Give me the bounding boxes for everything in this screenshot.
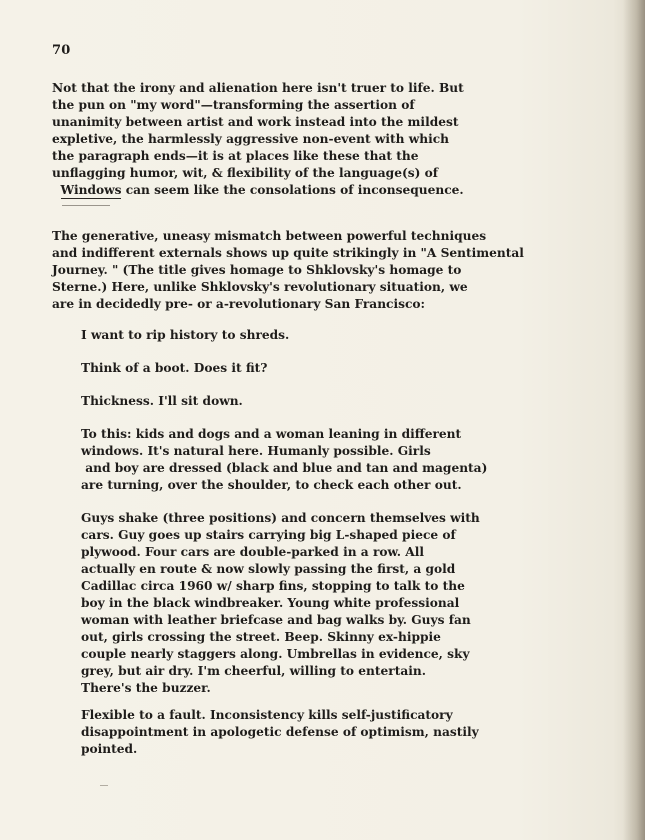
quote-to-this xyxy=(81,426,487,494)
pencil-mark xyxy=(62,205,110,206)
text-line: I want to rip history to shreds. xyxy=(81,328,290,342)
quote-rip-history xyxy=(81,327,289,344)
text-line: Sterne.) Here, unlike Shklovsky's revolutionary situation, we xyxy=(52,280,468,294)
text-line: grey, but air dry. I'm cheerful, willing to entertain. xyxy=(81,664,426,678)
text-line xyxy=(52,182,464,199)
text-line: To this: kids and dogs and a woman leaning in different xyxy=(81,427,462,441)
text-line: pointed. xyxy=(81,742,138,756)
text-line: Not that the irony and alienation here isn't truer to life. But xyxy=(52,81,464,95)
text-line: and boy are dressed (black and blue and tan and magenta) xyxy=(81,461,488,475)
page-number: 70 xyxy=(52,43,71,58)
text-line: the pun on "my word"—transforming the assertion of xyxy=(52,98,415,112)
text-line: Think of a boot. Does it fit? xyxy=(81,361,268,375)
binding-shadow xyxy=(623,0,645,840)
text-line: Cadillac circa 1960 w/ sharp fins, stopping to talk to the xyxy=(81,579,465,593)
quote-boot xyxy=(81,360,267,377)
quote-thickness xyxy=(81,393,243,410)
text-line: and indifferent externals shows up quite strikingly in "A Sentimental xyxy=(52,246,524,260)
book-title-windows: Windows xyxy=(60,183,122,197)
text-line: Thickness. I'll sit down. xyxy=(81,394,243,408)
text-line: the paragraph ends—it is at places like these that the xyxy=(52,149,419,163)
text-line: actually en route & now slowly passing the first, a gold xyxy=(81,562,456,576)
text-line: woman with leather briefcase and bag walks by. Guys fan xyxy=(81,613,471,627)
text-line: boy in the black windbreaker. Young white professional xyxy=(81,596,460,610)
text-line: couple nearly staggers along. Umbrellas in evidence, sky xyxy=(81,647,470,661)
pencil-mark xyxy=(100,785,108,786)
text-line: expletive, the harmlessly aggressive non-event with which xyxy=(52,132,450,146)
text-line: windows. It's natural here. Humanly possible. Girls xyxy=(81,444,431,458)
paragraph-irony xyxy=(52,80,464,199)
quote-guys-shake xyxy=(81,510,480,697)
text-line: unanimity between artist and work instead into the mildest xyxy=(52,115,459,129)
text-line: Guys shake (three positions) and concern themselves with xyxy=(81,511,480,525)
text-fragment: can seem like the consolations of inconsequence. xyxy=(121,183,464,197)
text-line: cars. Guy goes up stairs carrying big L-shaped piece of xyxy=(81,528,456,542)
quote-flexible xyxy=(81,707,479,758)
text-line: plywood. Four cars are double-parked in a row. All xyxy=(81,545,424,559)
paragraph-mismatch xyxy=(52,228,524,313)
text-line: are turning, over the shoulder, to check each other out. xyxy=(81,478,462,492)
text-line: Journey. " (The title gives homage to Shklovsky's homage to xyxy=(52,263,462,277)
text-line: There's the buzzer. xyxy=(81,681,211,695)
text-line: disappointment in apologetic defense of optimism, nastily xyxy=(81,725,479,739)
text-line: unflagging humor, wit, & flexibility of the language(s) of xyxy=(52,166,438,180)
text-line: Flexible to a fault. Inconsistency kills self-justificatory xyxy=(81,708,453,722)
text-line: are in decidedly pre- or a-revolutionary San Francisco: xyxy=(52,297,426,311)
text-line: out, girls crossing the street. Beep. Skinny ex-hippie xyxy=(81,630,441,644)
text-line: The generative, uneasy mismatch between powerful techniques xyxy=(52,229,487,243)
